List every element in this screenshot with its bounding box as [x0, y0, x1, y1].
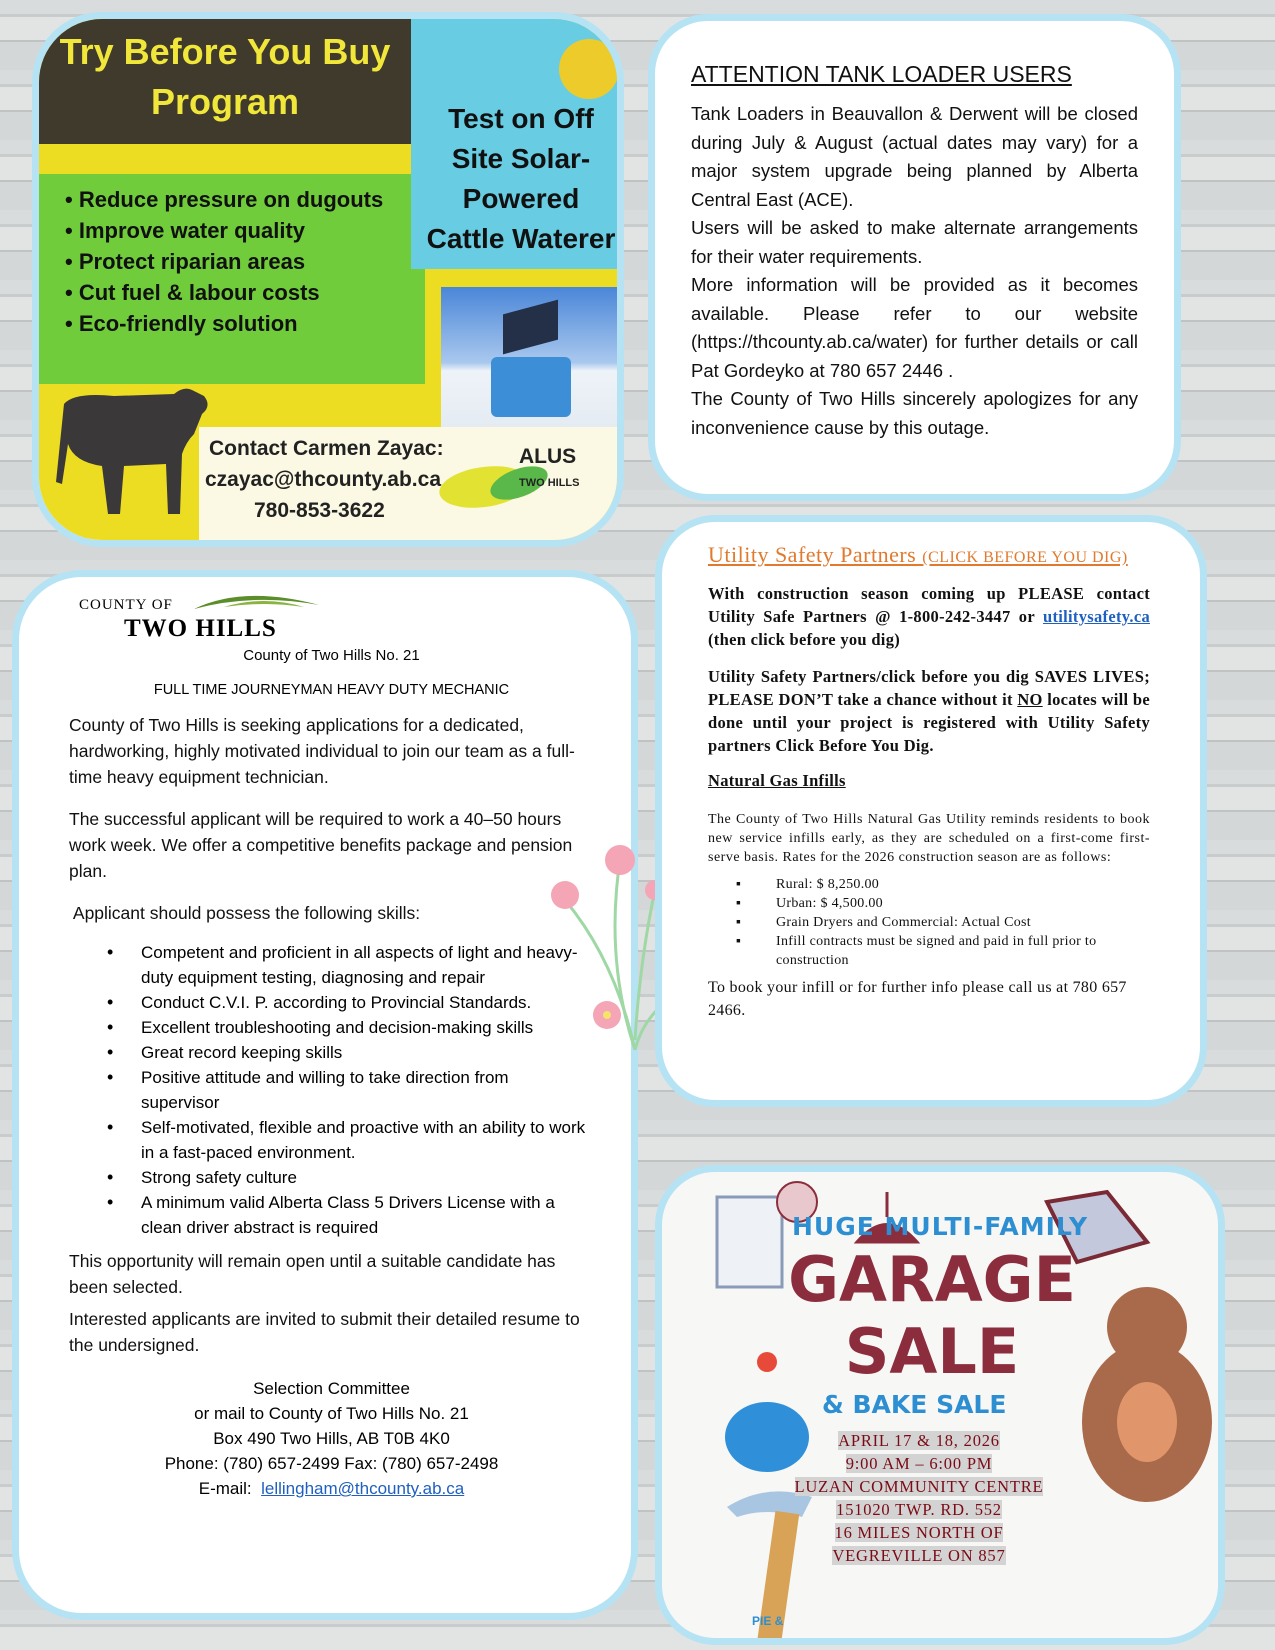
contact-label: Contact Carmen Zayac:	[209, 437, 444, 460]
skill-item: • Conduct C.V.I. P. according to Provincial Standards.	[109, 990, 589, 1015]
utilitysafety-link[interactable]: utilitysafety.ca	[1043, 607, 1150, 626]
signature-line: Phone: (780) 657-2499 Fax: (780) 657-2498	[164, 1454, 499, 1473]
notice-paragraph: Tank Loaders in Beauvallon & Derwent will be closed during July & August (actual dates may vary) for a major system upgrade being planned by Alberta Central East (ACE).	[691, 103, 1138, 210]
skill-item: • Strong safety culture	[109, 1165, 589, 1190]
contact-phone: 780-853-3622	[254, 499, 385, 522]
headline-line: Powered	[462, 183, 580, 214]
gas-infills-title: Natural Gas Infills	[708, 771, 846, 790]
garage-line1: HUGE MULTI-FAMILY	[792, 1212, 1089, 1241]
ad-title-line: Try Before You Buy	[59, 31, 391, 72]
skills-intro: Applicant should possess the following skills:	[69, 903, 421, 923]
notice-paragraph: Users will be asked to make alternate arrangements for their water requirements.	[691, 217, 1138, 267]
utility-title[interactable]: Utility Safety Partners (CLICK BEFORE YOU DIG)	[708, 542, 1128, 567]
teddy-bear-icon	[1082, 1287, 1212, 1502]
signature-line: or mail to County of Two Hills No. 21	[194, 1404, 469, 1423]
notice-paragraph: The County of Two Hills sincerely apologizes for any inconvenience cause by this outage.	[691, 388, 1138, 438]
picture-frame-icon	[717, 1197, 782, 1287]
solar-panel-icon	[503, 300, 558, 355]
detail-line: 9:00 AM – 6:00 PM	[845, 1454, 993, 1473]
signature-block	[69, 1376, 594, 1476]
alus-logo: ALUS TWO HILLS	[519, 445, 580, 489]
gas-closing: To book your infill or for further info please call us at 780 657 2466.	[708, 979, 1127, 1019]
headline-line: Test on Off	[448, 103, 594, 134]
skill-item: • Great record keeping skills	[109, 1040, 589, 1065]
apply-note: Interested applicants are invited to submit their detailed resume to the undersigned.	[69, 1309, 580, 1355]
rates-list	[768, 875, 1150, 970]
tank-loader-notice	[648, 14, 1181, 501]
benefit-item: • Protect riparian areas	[65, 246, 425, 277]
cow-icon	[54, 384, 214, 519]
utility-warning-paragraph: Utility Safety Partners/click before you dig SAVES LIVES; PLEASE DON’T take a chance without it NO locates will be done until your project is registered with Utility Safety partners Click Before You Dig.	[708, 667, 1150, 755]
ad-title-line: Program	[150, 81, 300, 122]
rate-item: ▪ Grain Dryers and Commercial: Actual Cost	[768, 913, 1150, 932]
notice-paragraph: More information will be provided as it becomes available. Please refer to our website (https://thcounty.ab.ca/water) for further details or call Pat Gordeyko at 780 657 2446 .	[691, 274, 1138, 381]
partial-text: PIE &	[752, 1614, 784, 1628]
benefit-item: • Eco-friendly solution	[65, 308, 425, 339]
rate-item: ▪ Rural: $ 8,250.00	[768, 875, 1150, 894]
headline-line: Site Solar-	[451, 143, 591, 174]
garage-main-title: GARAGE SALE	[788, 1243, 1076, 1388]
skill-item: • Excellent troubleshooting and decision-making skills	[109, 1015, 589, 1040]
bake-sale-title: & BAKE SALE	[822, 1390, 1007, 1419]
utility-safety-panel	[655, 515, 1207, 1107]
detail-line: 151020 TWP. RD. 552	[836, 1500, 1002, 1519]
ad-contact	[199, 427, 624, 547]
headline-line: Cattle Waterer	[426, 223, 616, 254]
rate-item: ▪ Urban: $ 4,500.00	[768, 894, 1150, 913]
email-line: E-mail: lellingham@thcounty.ab.ca	[198, 1479, 465, 1498]
email-link[interactable]: lellingham@thcounty.ab.ca	[261, 1479, 465, 1498]
detail-line: APRIL 17 & 18, 2026	[838, 1431, 1000, 1450]
hills-logo-icon	[194, 587, 324, 617]
waterer-cart-icon	[491, 357, 571, 417]
job-hours: The successful applicant will be required to work a 40–50 hours work week. We offer a competitive benefits package and pension plan.	[69, 809, 573, 881]
benefit-item: • Reduce pressure on dugouts	[65, 184, 425, 215]
organization-name: County of Two Hills No. 21	[243, 647, 420, 664]
open-note: This opportunity will remain open until a suitable candidate has been selected.	[69, 1251, 556, 1297]
job-posting	[12, 570, 638, 1620]
try-before-you-buy-ad	[32, 12, 624, 547]
rate-item: ▪ Infill contracts must be signed and paid in full prior to construction	[768, 932, 1150, 970]
garage-sale-details	[774, 1429, 1064, 1567]
skill-item: • Self-motivated, flexible and proactive with an ability to work in a fast-paced environment.	[109, 1115, 589, 1165]
signature-line: Selection Committee	[253, 1379, 410, 1398]
county-logo: COUNTY OF TWO HILLS	[69, 587, 631, 647]
detail-line: LUZAN COMMUNITY CENTRE	[794, 1477, 1044, 1496]
detail-line: 16 MILES NORTH OF	[834, 1523, 1004, 1542]
contact-email[interactable]: czayac@thcounty.ab.ca	[205, 468, 442, 491]
flower-icon	[757, 1352, 777, 1372]
benefit-item: • Improve water quality	[65, 215, 425, 246]
signature-line: Box 490 Two Hills, AB T0B 4K0	[213, 1429, 450, 1448]
skill-item: • Positive attitude and willing to take direction from supervisor	[109, 1065, 589, 1115]
notice-title: ATTENTION TANK LOADER USERS	[691, 61, 1072, 87]
skill-item: • A minimum valid Alberta Class 5 Drivers License with a clean driver abstract is required	[109, 1190, 589, 1240]
skills-list	[109, 940, 589, 1240]
ad-title	[39, 19, 411, 144]
sun-icon	[559, 39, 619, 99]
utility-contact-paragraph: With construction season coming up PLEASE contact Utility Safe Partners @ 1-800-242-3447 or utilitysafety.ca (then click before you dig)	[708, 584, 1150, 649]
gas-infills-text: The County of Two Hills Natural Gas Utility reminds residents to book new service infills early, as they are scheduled on a first-come first-serve basis. Rates for the 2026 construction season are as follows:	[708, 812, 1150, 865]
detail-line: VEGREVILLE ON 857	[832, 1546, 1006, 1565]
skill-item: • Competent and proficient in all aspects of light and heavy-duty equipment testing, diagnosing and repair	[109, 940, 589, 990]
benefit-list	[39, 174, 425, 384]
benefit-item: • Cut fuel & labour costs	[65, 277, 425, 308]
garage-sale-flyer	[655, 1165, 1225, 1645]
job-title: FULL TIME JOURNEYMAN HEAVY DUTY MECHANIC	[153, 682, 510, 698]
job-intro: County of Two Hills is seeking applications for a dedicated, hardworking, highly motivated individual to join our team as a full-time heavy equipment technician.	[69, 715, 575, 787]
